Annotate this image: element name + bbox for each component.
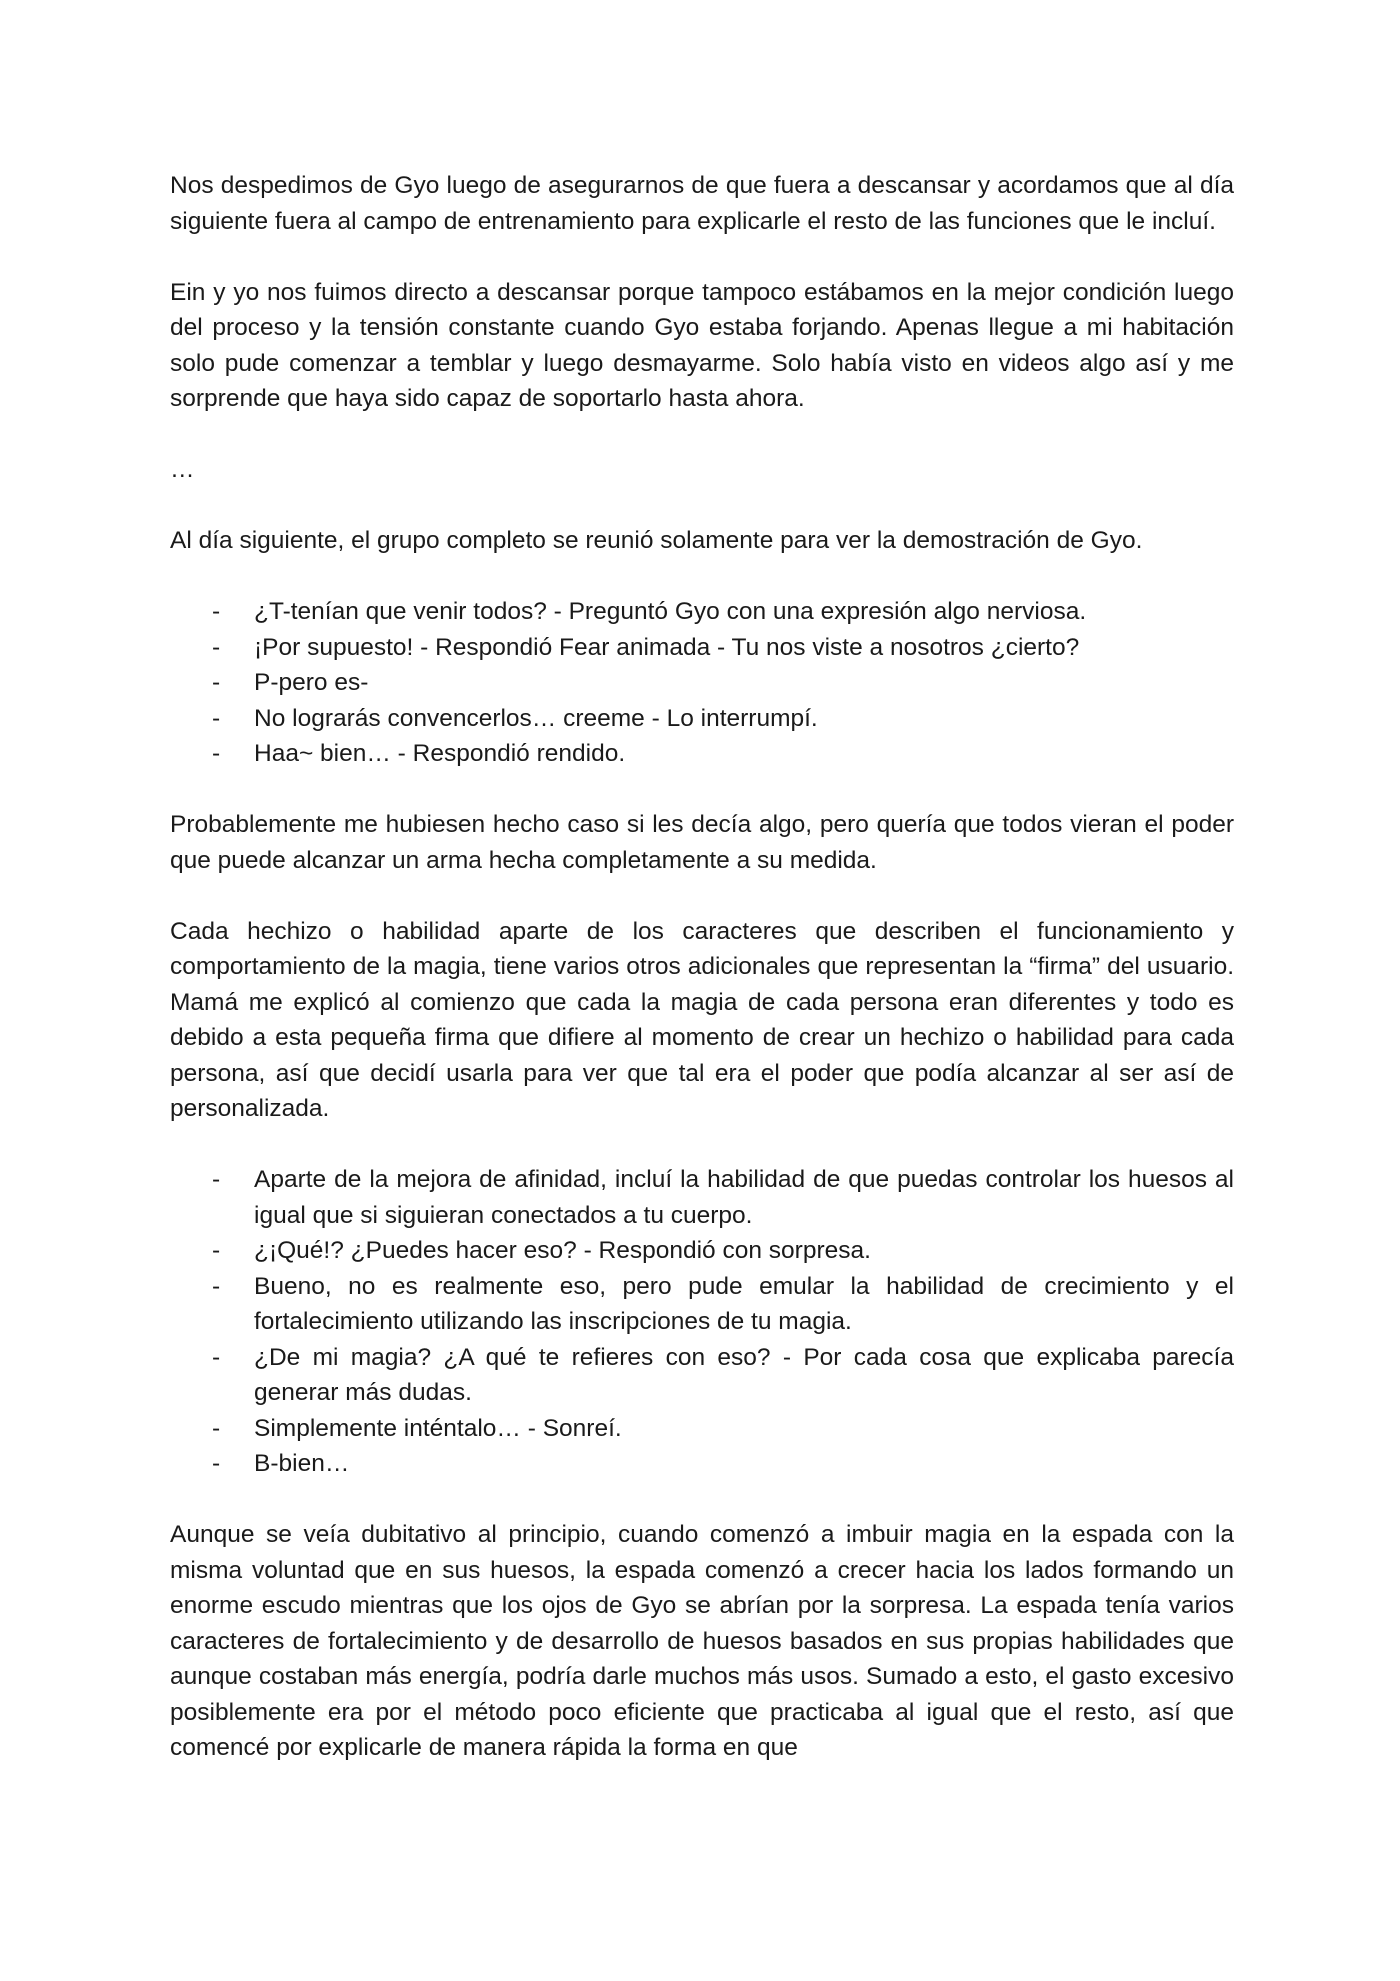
dialog-text: Haa~ bien… - Respondió rendido. <box>254 740 626 767</box>
dialog-line <box>170 1162 1234 1233</box>
dialog-dash: - <box>212 1237 221 1264</box>
dialog-dash: - <box>212 1450 221 1477</box>
scene-break: … <box>170 456 195 483</box>
paragraph-shield: Aunque se veía dubitativo al principio, cuando comenzó a imbuir magia en la espada con la misma voluntad que en sus huesos, la espada comenzó a crecer hacia los lados formando un enorme escudo mientras que los ojos de Gyo se abrían por la sorpresa. La espada tenía varios caracteres de fortalecimiento y de desarrollo de huesos basados en sus propias habilidades que aunque costaban más energía, podría darle muchos más usos. Sumado a esto, el gasto excesivo posiblemente era por el método poco eficiente que practicaba al igual que el resto, así que comencé por explicarle de manera rápida la forma en que <box>170 1521 1234 1761</box>
dialog-list-2 <box>170 1162 1234 1482</box>
dialog-line <box>170 1446 1234 1482</box>
dialog-line <box>170 594 1234 630</box>
paragraph-rest: Ein y yo nos fuimos directo a descansar porque tampoco estábamos en la mejor condición luego del proceso y la tensión constante cuando Gyo estaba forjando. Apenas llegue a mi habitación solo pude comenzar a temblar y luego desmayarme. Solo había visto en videos algo así y me sorprende que haya sido capaz de soportarlo hasta ahora. <box>170 278 1234 412</box>
dialog-line <box>170 630 1234 666</box>
dialog-dash: - <box>212 633 221 661</box>
paragraph-signature: Cada hechizo o habilidad aparte de los caracteres que describen el funcionamiento y comportamiento de la magia, tiene varios otros adicionales que representan la “firma” del usuario. Mamá me explicó al comienzo que cada la magia de cada persona eran diferentes y todo es debido a esta pequeña firma que difiere al momento de crear un hechizo o habilidad para cada persona, así que decidí usarla para ver que tal era el poder que podía alcanzar al ser así de personalizada. <box>170 917 1234 1122</box>
dialog-text: ¿De mi magia? ¿A qué te refieres con eso? - Por cada cosa que explicaba parecía generar más dudas. <box>254 1343 1234 1406</box>
dialog-text: P-pero es- <box>254 669 369 696</box>
dialog-dash: - <box>212 704 221 732</box>
dialog-text: Simplemente inténtalo… - Sonreí. <box>254 1414 622 1442</box>
dialog-line <box>170 1233 1234 1269</box>
paragraph-next-day: Al día siguiente, el grupo completo se reunió solamente para ver la demostración de Gyo. <box>170 527 1143 554</box>
dialog-text: No lograrás convencerlos… creeme - Lo interrumpí. <box>254 704 818 732</box>
dialog-text: B-bien… <box>254 1450 350 1477</box>
dialog-list-1 <box>170 594 1234 772</box>
dialog-line <box>170 1411 1234 1447</box>
paragraph-farewell: Nos despedimos de Gyo luego de asegurarnos de que fuera a descansar y acordamos que al día siguiente fuera al campo de entrenamiento para explicarle el resto de las funciones que le incluí. <box>170 172 1234 235</box>
dialog-text: ¡Por supuesto! - Respondió Fear animada - Tu nos viste a nosotros ¿cierto? <box>254 633 1080 661</box>
dialog-dash: - <box>212 1414 221 1442</box>
dialog-dash: - <box>212 1166 221 1193</box>
dialog-text: ¿T-tenían que venir todos? - Preguntó Gyo con una expresión algo nerviosa. <box>254 598 1087 625</box>
paragraph-probably: Probablemente me hubiesen hecho caso si les decía algo, pero quería que todos vieran el poder que puede alcanzar un arma hecha completamente a su medida. <box>170 811 1234 874</box>
dialog-text: Aparte de la mejora de afinidad, incluí la habilidad de que puedas controlar los huesos al igual que si siguieran conectados a tu cuerpo. <box>254 1166 1234 1229</box>
dialog-dash: - <box>212 669 221 696</box>
dialog-line <box>170 1340 1234 1411</box>
dialog-line <box>170 1269 1234 1340</box>
dialog-dash: - <box>212 740 221 767</box>
dialog-dash: - <box>212 598 221 625</box>
document-page <box>170 168 1234 1801</box>
dialog-line <box>170 736 1234 772</box>
dialog-text: Bueno, no es realmente eso, pero pude emular la habilidad de crecimiento y el fortalecimiento utilizando las inscripciones de tu magia. <box>254 1272 1234 1335</box>
dialog-line <box>170 701 1234 737</box>
dialog-text: ¿¡Qué!? ¿Puedes hacer eso? - Respondió con sorpresa. <box>254 1237 871 1264</box>
dialog-dash: - <box>212 1343 221 1371</box>
dialog-dash: - <box>212 1272 221 1300</box>
dialog-line <box>170 665 1234 701</box>
